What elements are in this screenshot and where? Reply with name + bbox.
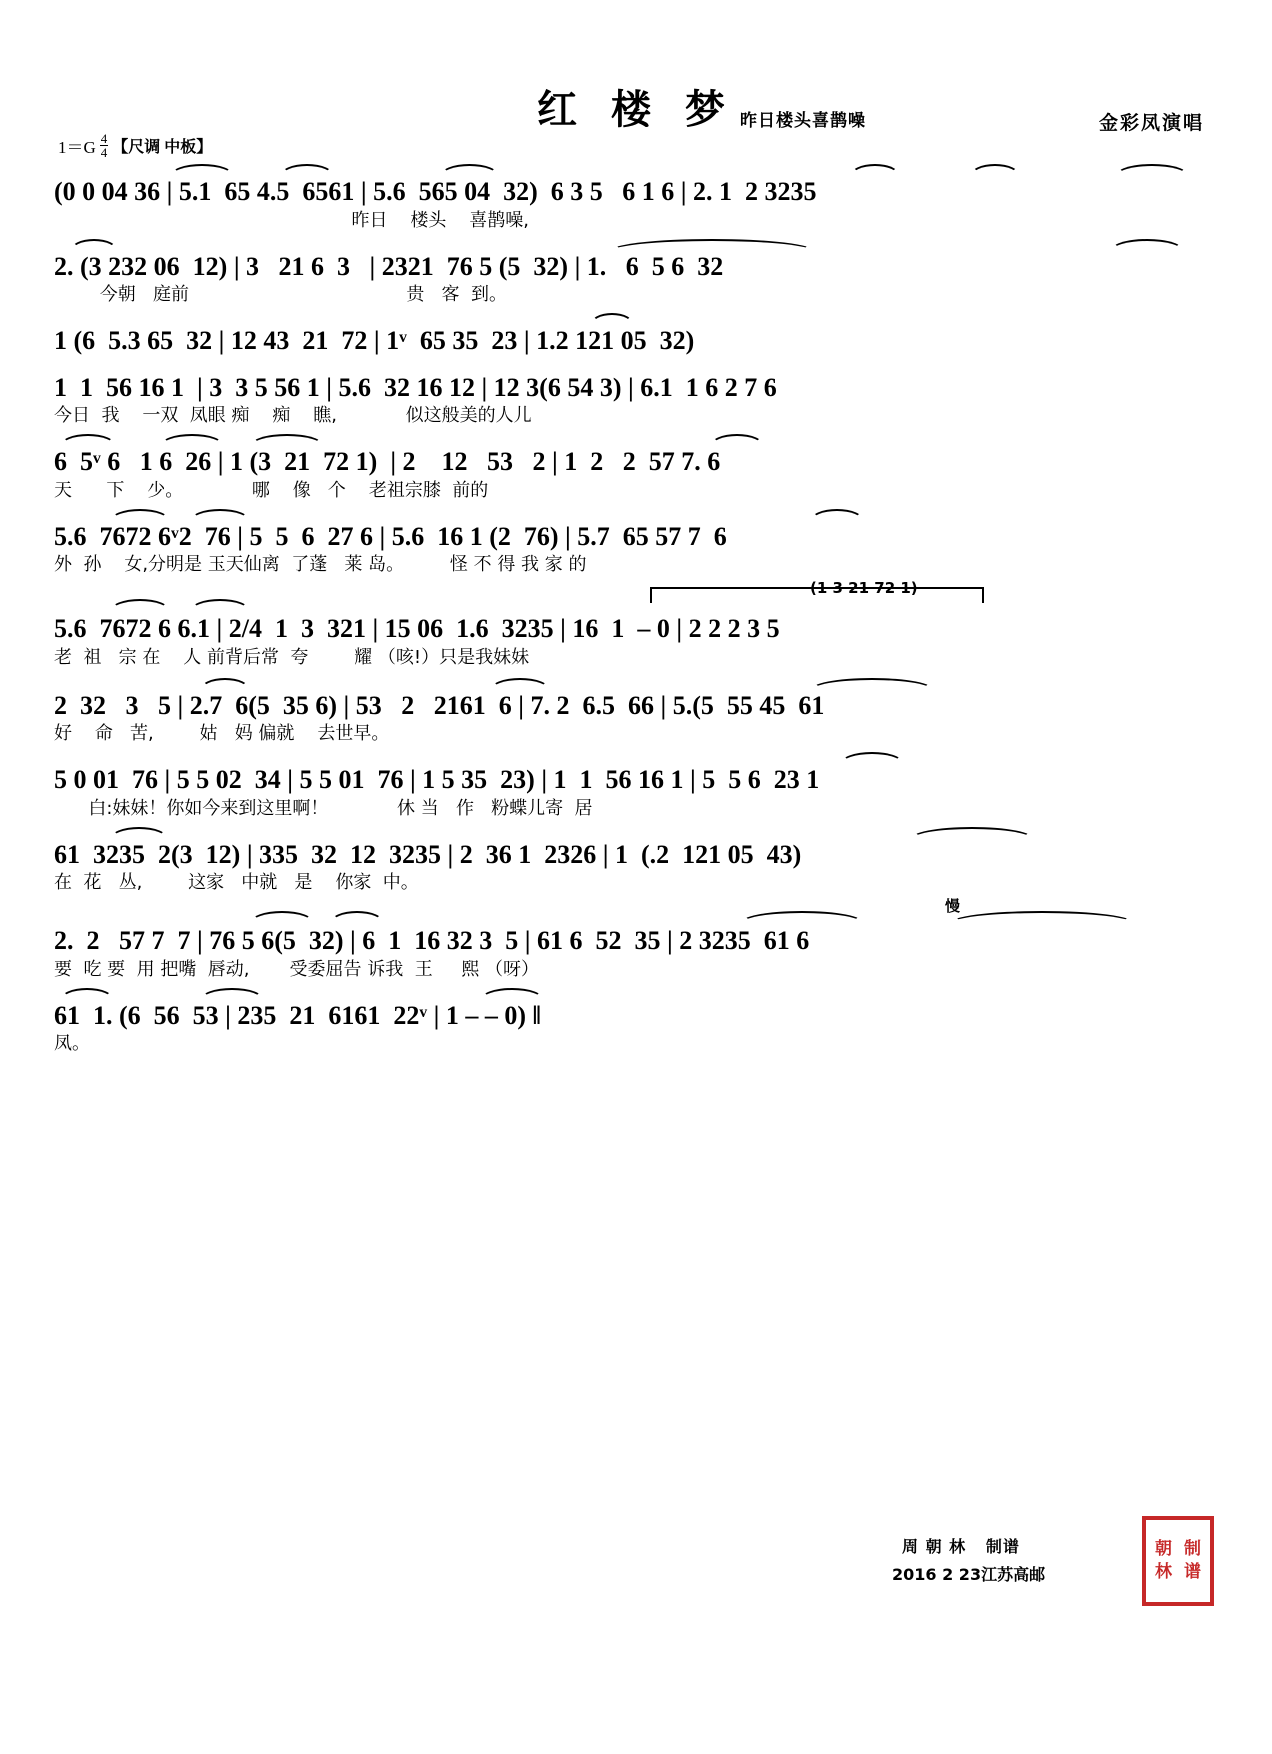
slur-mark [280, 164, 334, 176]
lyric-line: 今朝 庭前 贵 客 到。 [54, 284, 507, 305]
lyric-line: 外 孙 女,分明是 玉天仙离 了蓬 莱 岛。 怪 不 得 我 家 的 [54, 554, 587, 575]
slur-mark [60, 988, 114, 1000]
lyric-line: 今日 我 一双 凤眼 痴 痴 瞧, 似这般美的人儿 [54, 405, 532, 426]
score-system [50, 509, 1222, 580]
slur-mark [200, 678, 250, 690]
score-system [50, 579, 1222, 674]
lyric-line: 白:妹妹！你如今来到这里啊！ 休 当 作 粉蝶儿寄 居 [54, 797, 593, 819]
slur-mark [710, 434, 764, 446]
seal-char: 朝 [1155, 1539, 1172, 1559]
lyric-line: 老 祖 宗 在 人 前背后常 夸 耀 （咳!）只是我妹妹 [54, 646, 530, 668]
slur-mark [190, 599, 250, 611]
slur-row [50, 827, 1222, 839]
slur-mark [970, 164, 1020, 176]
mode-tempo-label: 【尺调 中板】 [112, 139, 213, 156]
score-system [50, 678, 1222, 749]
slur-mark [480, 988, 544, 1000]
seal-char: 制 [1184, 1539, 1201, 1559]
slur-row [50, 239, 1222, 251]
time-signature-denominator: 4 [100, 145, 108, 160]
notation-line: 6 5ᵛ 6 1 6 26 | 1 (3 21 72 1) | 2 12 53 2 | 1 2 2 57 7. 6 [54, 447, 721, 476]
slur-row [50, 579, 1222, 613]
notation-line: 5.6 7672 6ᵛ2 76 | 5 5 6 27 6 | 5.6 16 1 (2 76) | 5.7 65 57 7 6 [54, 521, 727, 551]
slur-mark [810, 509, 864, 521]
tempo-marking: 慢 [945, 897, 961, 915]
notation-line: 2. (3 232 06 12) | 3 21 6 3 | 2321 76 5 (5 32) | 1. 6 5 6 32 [54, 251, 724, 281]
seal-stamp [1142, 1516, 1214, 1606]
slur-mark [810, 678, 934, 690]
slur-row [50, 988, 1222, 1000]
notation-line: 1 1 56 16 1 | 3 3 5 56 1 | 5.6 32 16 12 | 12 3(6 54 3) | 6.1 1 6 2 7 6 [54, 372, 777, 402]
performer-credit: 金彩凤演唱 [1098, 112, 1204, 134]
lyric-line: 好 命 苦, 姑 妈 偏就 去世早。 [54, 723, 390, 744]
score-body [50, 164, 1222, 1058]
slur-mark [740, 911, 864, 923]
slur-row [50, 509, 1222, 521]
slur-mark [910, 827, 1034, 839]
slur-mark [490, 678, 550, 690]
slur-mark [1115, 164, 1189, 176]
score-system [50, 434, 1222, 505]
slur-mark [110, 509, 170, 521]
score-system [50, 827, 1222, 898]
slur-mark [590, 313, 634, 325]
score-system [50, 239, 1222, 310]
slur-row [50, 313, 1222, 325]
slur-mark [250, 434, 324, 446]
seal-char: 林 [1155, 1562, 1172, 1582]
slur-mark [950, 911, 1134, 923]
notation-line: 2. 2 57 7 7 | 76 5 6(5 32) | 6 1 16 32 3 5 | 61 6 52 35 | 2 3235 61 6 [54, 926, 810, 955]
notation-line: 2 32 3 5 | 2.7 6(5 35 6) | 53 2 2161 6 | 7. 2 6.5 66 | 5.(5 55 45 61 [54, 690, 825, 720]
slur-mark [330, 911, 384, 923]
score-system [50, 988, 1222, 1059]
arranger-credit: 周 朝 林 制谱 [902, 1537, 1020, 1556]
slur-mark [110, 827, 168, 839]
slur-mark [190, 509, 250, 521]
notation-line: 1 (6 5.3 65 32 | 12 43 21 72 | 1ᵛ 65 35 23 | 1.2 121 05 32) [54, 326, 695, 355]
slur-mark [70, 239, 118, 251]
lyric-line: 昨日 楼头 喜鹊噪, [54, 209, 530, 231]
slur-mark [840, 752, 904, 764]
score-system [50, 313, 1222, 368]
notation-line: 61 1. (6 56 53 | 235 21 6161 22ᵛ | 1 – – 0) ‖ [54, 1000, 541, 1030]
slur-mark [110, 599, 170, 611]
notation-line: (0 0 04 36 | 5.1 65 4.5 6561 | 5.6 565 04 32) 6 3 5 6 1 6 | 2. 1 2 3235 [54, 177, 817, 206]
seal-char: 谱 [1184, 1562, 1201, 1582]
score-header [50, 60, 1222, 160]
date-place-credit: 2016 2 23江苏高邮 [892, 1565, 1046, 1584]
score-system [50, 897, 1222, 984]
time-signature-numerator: 4 [100, 131, 108, 146]
slur-mark [160, 434, 224, 446]
bracket-ossia: (1 3 21 72 1) [810, 579, 918, 597]
slur-mark [1110, 239, 1184, 251]
lyric-line [50, 358, 1222, 368]
score-system [50, 372, 1222, 431]
time-signature [100, 132, 109, 159]
notation-line: 5 0 01 76 | 5 5 02 34 | 5 5 01 76 | 1 5 35 23) | 1 1 56 16 1 | 5 5 6 23 1 [54, 765, 820, 794]
slur-mark [440, 164, 499, 176]
slur-row [50, 897, 1222, 925]
score-system [50, 752, 1222, 823]
slur-mark [60, 434, 116, 446]
slur-row [50, 164, 1222, 176]
slur-row [50, 752, 1222, 764]
score-footer [862, 1516, 1222, 1636]
page-title: 红 楼 梦 [537, 86, 735, 133]
key-signature: 1＝G [58, 138, 96, 157]
lyric-line: 天 下 少。 哪 像 个 老祖宗膝 前的 [54, 479, 489, 501]
lyric-line: 要 吃 要 用 把嘴 唇动, 受委屈告 诉我 王 熙 （呀） [54, 958, 540, 980]
slur-row [50, 678, 1222, 690]
slur-mark [170, 164, 234, 176]
lyric-line: 凤。 [54, 1033, 90, 1054]
slur-mark [200, 988, 264, 1000]
notation-line: 5.6 7672 6 6.1 | 2/4 1 3 321 | 15 06 1.6 3235 | 16 1 – 0 | 2 2 2 3 5 [54, 614, 780, 643]
slur-row [50, 434, 1222, 446]
slur-mark [250, 911, 314, 923]
slur-mark [610, 239, 814, 251]
slur-mark [850, 164, 900, 176]
score-meta [58, 132, 212, 159]
notation-line: 61 3235 2(3 12) | 335 32 12 3235 | 2 36 1 2326 | 1 (.2 121 05 43) [54, 839, 802, 869]
score-system [50, 164, 1222, 235]
lyric-line: 在 花 丛, 这家 中就 是 你家 中。 [54, 872, 419, 893]
score-subtitle: 昨日楼头喜鹊噪 [740, 111, 866, 130]
